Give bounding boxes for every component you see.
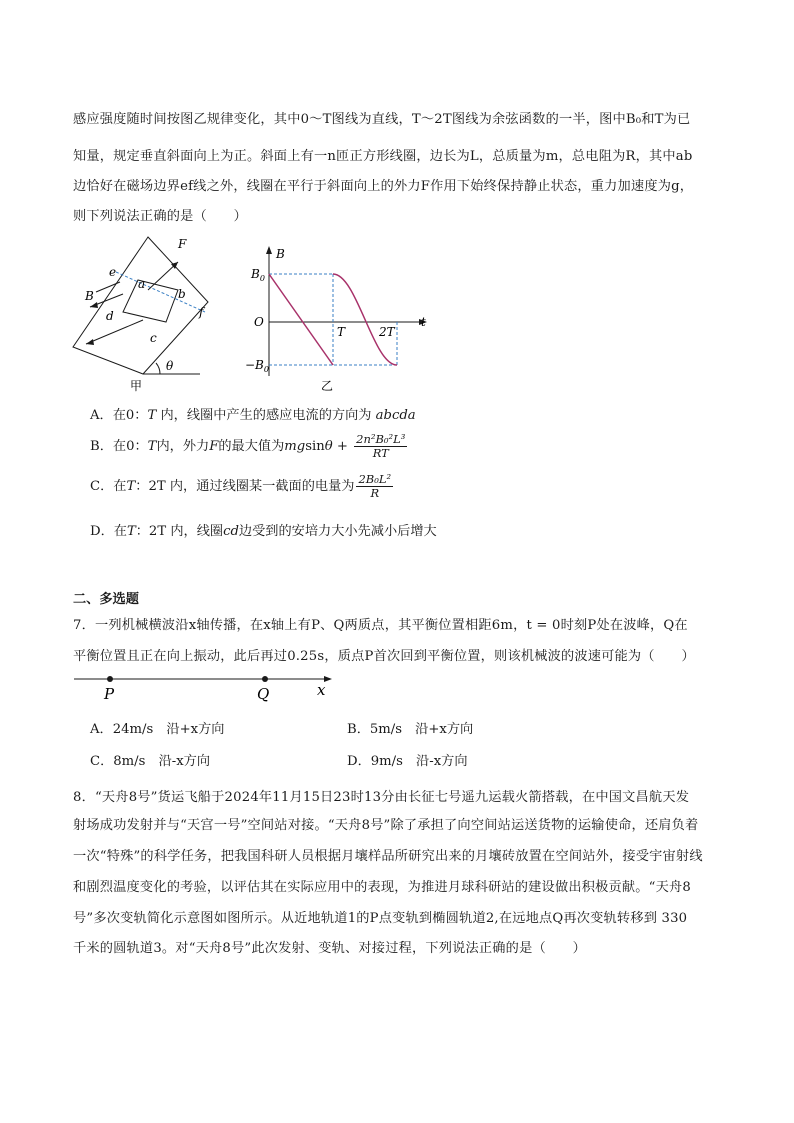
q6-option-c[interactable]: C．在T：2T 内，通过线圈某一截面的电量为 $\frac{\text{2B₀L²}}{R}$ — [90, 472, 392, 501]
q6-stem-line-4: 则下列说法正确的是（ ） — [73, 209, 248, 224]
point-P — [107, 676, 113, 682]
q6-stem-line-3: 边恰好在磁场边界ef线之外，线圈在平行于斜面向上的外力F作用下始终保持静止状态，重力加速度为g， — [73, 179, 694, 194]
q7-option-b[interactable]: B．5m/s 沿+x方向 — [347, 722, 474, 737]
q6-option-a[interactable]: A．在0：T 内，线圈中产生的感应电流的方向为 abcda — [90, 408, 416, 423]
label-a: a — [138, 277, 146, 291]
figure-yi — [245, 238, 435, 398]
label-B-axis: B — [276, 247, 285, 261]
q7-stem-line-1: 7．一列机械横波沿x轴传播，在x轴上有P、Q两质点，其平衡位置相距6m，t = 0时刻P处在波峰，Q在 — [73, 618, 688, 633]
q8-stem-line-1: 8．“天舟8号”货运飞船于2024年11月15日23时13分由长征七号遥九运载火箭搭载，在中国文昌航天发 — [73, 790, 690, 805]
label-O: O — [254, 315, 264, 329]
label-T: T — [337, 325, 346, 339]
fraction-c: $\frac{\text{2B₀L²}}{R}$ — [358, 472, 392, 501]
q8-stem-line-6: 千米的圆轨道3。对“天舟8号”此次发射、变轨、对接过程，下列说法正确的是（ ） — [73, 941, 587, 956]
q8-stem-line-4: 和剧烈温度变化的考验，以评估其在实际应用中的表现，为推进月球科研站的建设做出积极贡献。“天舟8 — [73, 880, 691, 895]
label-Q: Q — [257, 685, 270, 703]
label-B: B — [85, 289, 94, 303]
label-t-axis: t — [421, 315, 426, 329]
label-B0: $B_0$ — [251, 267, 265, 283]
q8-stem-line-3: 一次“特殊”的科学任务，把我国科研人员根据月壤样品所研究出来的月壤砖放置在空间站外，接受宇宙射线 — [73, 849, 703, 864]
cosine-segment — [333, 274, 397, 365]
q6-stem-line-2: 知量，规定垂直斜面向上为正。斜面上有一n匝正方形线圈，边长为L，总质量为m，总电阻为R，其中ab — [73, 149, 693, 164]
label-f: f — [199, 305, 204, 319]
section-heading: 二、多选题 — [73, 592, 139, 607]
label-P: P — [104, 685, 115, 703]
caption-yi: 乙 — [321, 379, 334, 393]
q7-stem-line-2: 平衡位置且正在向上振动，此后再过0.25s，质点P首次回到平衡位置，则该机械波的波速可能为（ ） — [73, 649, 695, 664]
label-negB0: $-B_0$ — [245, 358, 269, 374]
label-theta: θ — [166, 359, 174, 373]
q7-option-a[interactable]: A．24m/s 沿+x方向 — [90, 722, 225, 737]
q8-stem-line-2: 射场成功发射并与“天宫一号”空间站对接。“天舟8号”除了承担了向空间站运送货物的运输使命，还肩负着 — [73, 818, 699, 833]
label-e: e — [109, 265, 117, 279]
q6-option-b[interactable]: B．在0：T内，外力F的最大值为mgsinθ + $\frac{\text{2n²B₀²L³}}{RT}$ — [90, 432, 406, 461]
q8-stem-line-5: 号”多次变轨简化示意图如图所示。从近地轨道1的P点变轨到椭圆轨道2,在远地点Q再次变轨转移到 330 — [73, 911, 688, 926]
label-x: x — [317, 681, 326, 699]
q7-option-d[interactable]: D．9m/s 沿-x方向 — [347, 754, 468, 769]
label-b: b — [178, 287, 186, 301]
label-2T: 2T — [379, 325, 395, 339]
fraction-b: $\frac{\text{2n²B₀²L³}}{RT}$ — [356, 432, 406, 461]
q7-axis-figure — [70, 668, 340, 704]
caption-jia: 甲 — [130, 379, 143, 392]
q6-stem-line-1: 感应强度随时间按图乙规律变化，其中0～T图线为直线，T～2T图线为余弦函数的一半，图中B₀和T为已 — [73, 112, 691, 127]
q7-option-c[interactable]: C．8m/s 沿-x方向 — [90, 754, 211, 769]
figure-jia — [68, 232, 218, 392]
point-Q — [262, 676, 268, 682]
linear-segment — [269, 274, 333, 365]
label-d: d — [106, 309, 114, 323]
label-F: F — [178, 237, 187, 251]
label-c: c — [150, 331, 157, 345]
q6-option-d[interactable]: D．在T：2T 内，线圈cd边受到的安培力大小先减小后增大 — [90, 524, 437, 539]
